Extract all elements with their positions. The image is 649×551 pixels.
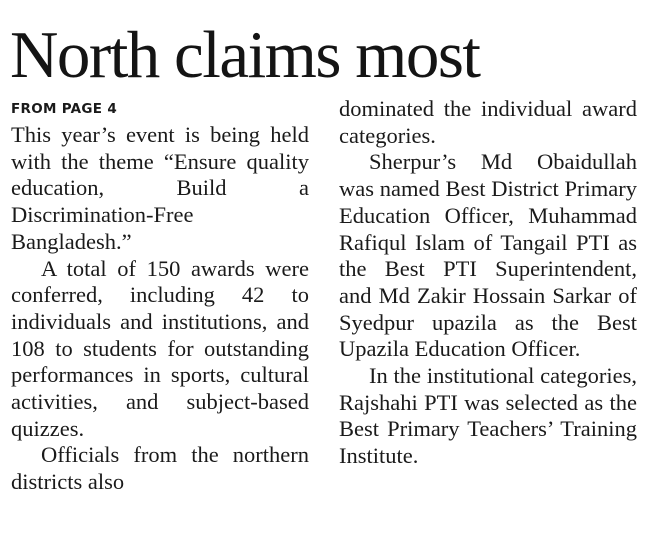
paragraph-officials-continued: dominated the individual award categories. [339, 96, 637, 148]
paragraph-awards-total: A total of 150 awards were conferred, including 42 to individuals and institutions, and 108 to students for outstanding performances in sports, cultural activities, and subject-based quizzes. [11, 255, 309, 441]
paragraph-theme: This year’s event is being held with the theme “Ensure quality education, Build a Discrimination-Free Bangladesh.” [11, 122, 309, 254]
paragraph-institutional-winner: In the institutional categories, Rajshahi PTI was selected as the Best Primary Teachers’ Training Institute. [339, 363, 637, 469]
continuation-kicker: FROM PAGE 4 [11, 101, 118, 117]
paragraph-officials-start: Officials from the northern districts also [11, 442, 309, 495]
article-column-left [11, 96, 309, 496]
paragraph-individual-winners: Sherpur’s Md Obaidullah was named Best District Primary Education Officer, Muhammad Rafiqul Islam of Tangail PTI as the Best PTI Superintendent, and Md Zakir Hossain Sarkar of Syedpur upazila as the Best Upazila Education Officer. [339, 149, 637, 362]
article-column-right [339, 96, 637, 470]
headline: North claims most [10, 18, 480, 92]
